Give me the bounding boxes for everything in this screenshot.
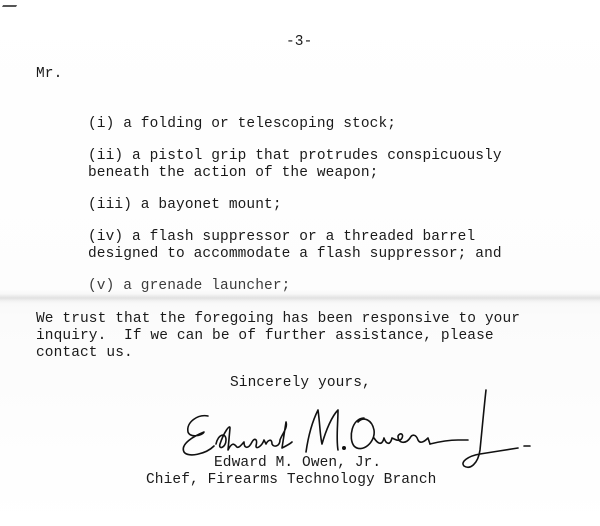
paper-fold (0, 294, 600, 304)
list-item: (iv) a flash suppressor or a threaded barrel designed to accommodate a flash suppressor; and (88, 229, 502, 262)
signer-name: Edward M. Owen, Jr. (214, 455, 382, 471)
salutation: Mr. (36, 66, 63, 82)
list-item: (i) a folding or telescoping stock; (88, 116, 397, 132)
list-item: (v) a grenade launcher; (88, 278, 291, 294)
closing-paragraph: We trust that the foregoing has been responsive to your inquiry. If we can be of further assistance, please contact us. (36, 311, 521, 361)
list-item: (ii) a pistol grip that protrudes conspicuously beneath the action of the weapon; (88, 148, 502, 181)
corner-mark (2, 0, 20, 7)
valediction: Sincerely yours, (230, 375, 371, 391)
page-number: -3- (286, 34, 313, 50)
signer-title: Chief, Firearms Technology Branch (146, 472, 437, 488)
list-item: (iii) a bayonet mount; (88, 197, 282, 213)
